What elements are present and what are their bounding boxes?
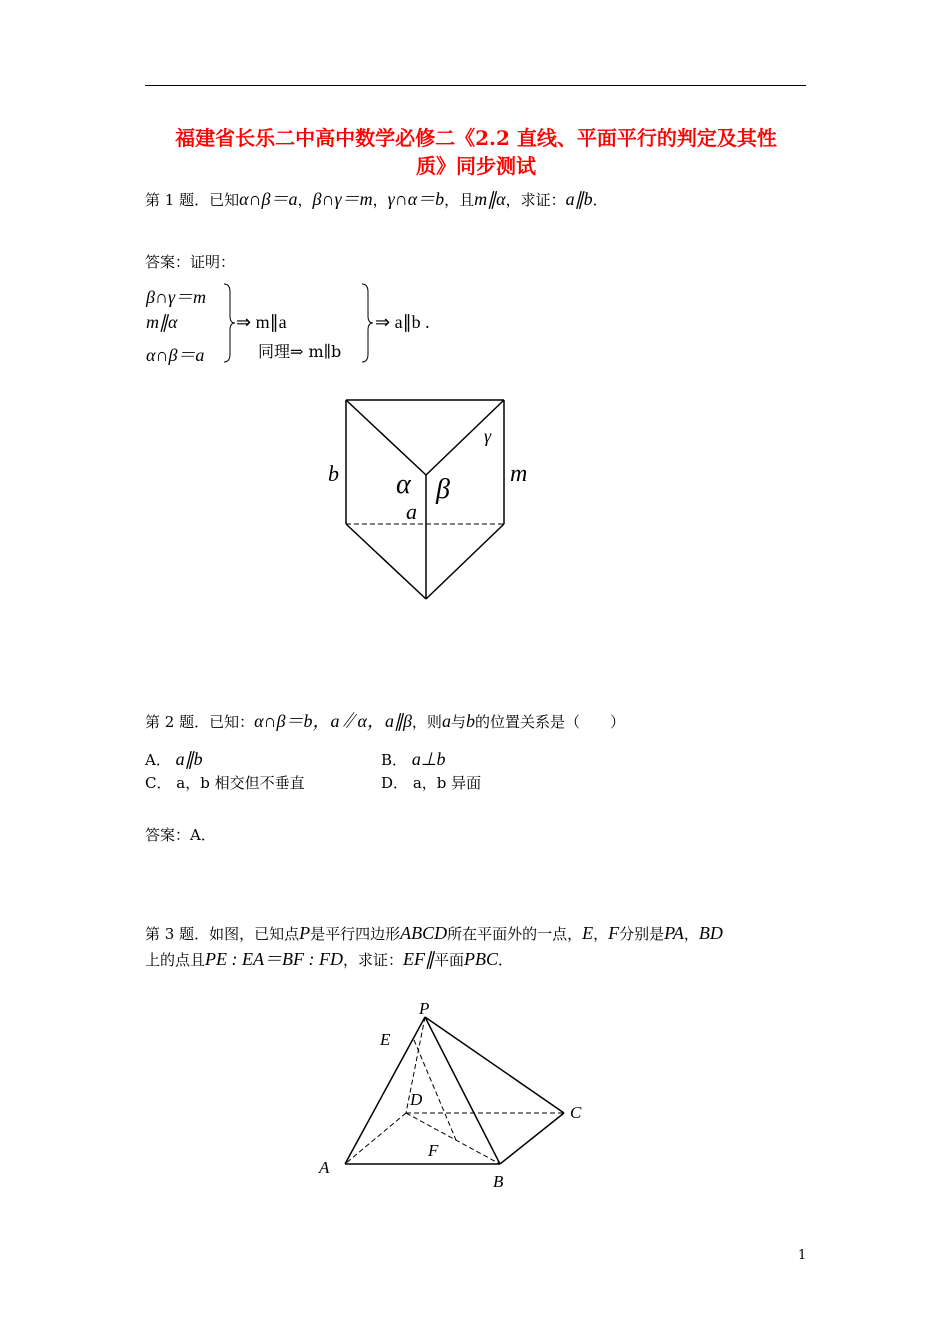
page-number: 1 (798, 1248, 807, 1263)
q3-PA: PA (664, 923, 684, 943)
q3-BD: BD (698, 923, 723, 943)
fig3-label-A: A (319, 1158, 330, 1177)
option-text: a，b 相交但不垂直 (176, 774, 305, 792)
prism-bottom-left-edge (346, 524, 426, 599)
option-key: A． (145, 751, 171, 769)
q2-stem (145, 711, 625, 732)
q2-with: 与 (450, 713, 466, 731)
q3-t1: 是平行四边形 (310, 925, 401, 943)
document-title (140, 124, 812, 180)
q3-stem-line2 (145, 949, 513, 970)
q1-sep4: ，求证： (505, 191, 566, 209)
fig1-label-gamma: γ (484, 426, 492, 446)
fig3-label-F: F (428, 1141, 439, 1160)
fig1-label-a: a (406, 499, 417, 524)
q3-t2: 所在平面外的一点， (447, 925, 583, 943)
q3-comma: ， (593, 925, 609, 943)
prism-top-right-edge (426, 400, 504, 475)
option-text: a⊥b (411, 749, 446, 769)
q3-PBC: PBC (464, 949, 498, 969)
q2-var-b: b (465, 711, 475, 731)
q1-cond2: β∩γ＝m (312, 189, 373, 209)
q1-proof-row2: m∥α (146, 312, 178, 332)
q1-cond4: m∥α (474, 189, 506, 209)
diagonal-BD-hidden (406, 1113, 500, 1164)
title-line-1: 福建省长乐二中高中数学必修二《2.2 直线、平面平行的判定及其性 (175, 126, 777, 150)
q1-proof-imp1: ⇒ m∥a (236, 312, 287, 332)
q1-answer-label: 答案：证明： (145, 253, 236, 271)
q1-proof-imp2: ⇒ a∥b . (375, 312, 430, 332)
header-rule (145, 85, 806, 86)
fig3-label-C: C (570, 1103, 582, 1122)
q3-end: ． (498, 951, 514, 969)
fig3-label-B: B (493, 1172, 504, 1191)
q3-comma2: ， (683, 925, 699, 943)
q3-ABCD: ABCD (400, 923, 448, 943)
q3-stem-line1 (145, 923, 723, 944)
q3-F: F (608, 923, 620, 943)
option-text: a，b 异面 (412, 774, 482, 792)
q2-option-c[interactable] (145, 773, 305, 793)
q2-option-d[interactable] (381, 773, 481, 793)
fig1-label-m: m (510, 461, 528, 487)
q1-cond1: α∩β＝a (239, 189, 298, 209)
q2-answer: 答案：A． (145, 826, 216, 844)
q3-P: P (299, 923, 311, 943)
q1-sep1: ， (297, 191, 313, 209)
option-key: C． (145, 774, 172, 792)
q1-cond3: γ∩α＝b (387, 189, 445, 209)
q2-stem-tail: 的位置关系是（ ） (474, 713, 625, 731)
q1-sep2: ， (372, 191, 388, 209)
option-text: a∥b (175, 749, 203, 769)
q1-proof-row3: α∩β＝a (146, 345, 205, 365)
fig1-label-b: b (328, 461, 339, 486)
q2-option-b[interactable] (381, 749, 446, 770)
q2-stem-math: α∩β＝b，a∥α，a∥β (254, 711, 412, 731)
q1-brace-2 (360, 282, 374, 364)
edge-AD-hidden (345, 1113, 406, 1164)
q1-prism-figure (320, 390, 540, 605)
option-key: D． (381, 774, 409, 792)
title-line-2: 质》同步测试 (416, 154, 536, 178)
q1-label: 第 1 题．已知 (145, 191, 240, 209)
q1-stem (145, 189, 608, 210)
q3-EF: EF∥ (402, 949, 434, 969)
fig3-label-E: E (380, 1030, 391, 1049)
q2-var-a: a (441, 711, 451, 731)
q2-label: 第 2 题．已知： (145, 713, 255, 731)
prism-top-left-edge (346, 400, 426, 475)
q3-pyramid-figure (310, 995, 600, 1195)
edge-BC (500, 1113, 564, 1164)
q3-E: E (582, 923, 594, 943)
prism-bottom-right-edge (426, 524, 504, 599)
q2-option-a[interactable] (145, 749, 203, 770)
fig3-label-D: D (410, 1090, 423, 1109)
q3-t4: ，求证： (342, 951, 403, 969)
fig1-label-beta: β (436, 474, 450, 505)
q3-line2-pre: 上的点且 (145, 951, 206, 969)
option-key: B． (381, 751, 408, 769)
q3-t3: 分别是 (619, 925, 665, 943)
q3-label: 第 3 题．如图，已知点 (145, 925, 300, 943)
edge-PC (425, 1017, 564, 1113)
q1-sep3: ，且 (444, 191, 475, 209)
q2-stem-tail-pre: ，则 (411, 713, 442, 731)
q1-end: ． (592, 191, 608, 209)
q3-t5: 平面 (433, 951, 464, 969)
q1-proof-row1: β∩γ＝m (146, 287, 207, 307)
fig1-label-alpha: α (396, 469, 411, 500)
q3-ratio: PE : EA＝BF : FD (205, 949, 343, 969)
fig3-label-P: P (419, 999, 430, 1018)
q1-brace-1 (222, 282, 236, 364)
q1-goal: a∥b (565, 189, 593, 209)
q1-proof-same: 同理⇒ m∥b (258, 342, 342, 361)
